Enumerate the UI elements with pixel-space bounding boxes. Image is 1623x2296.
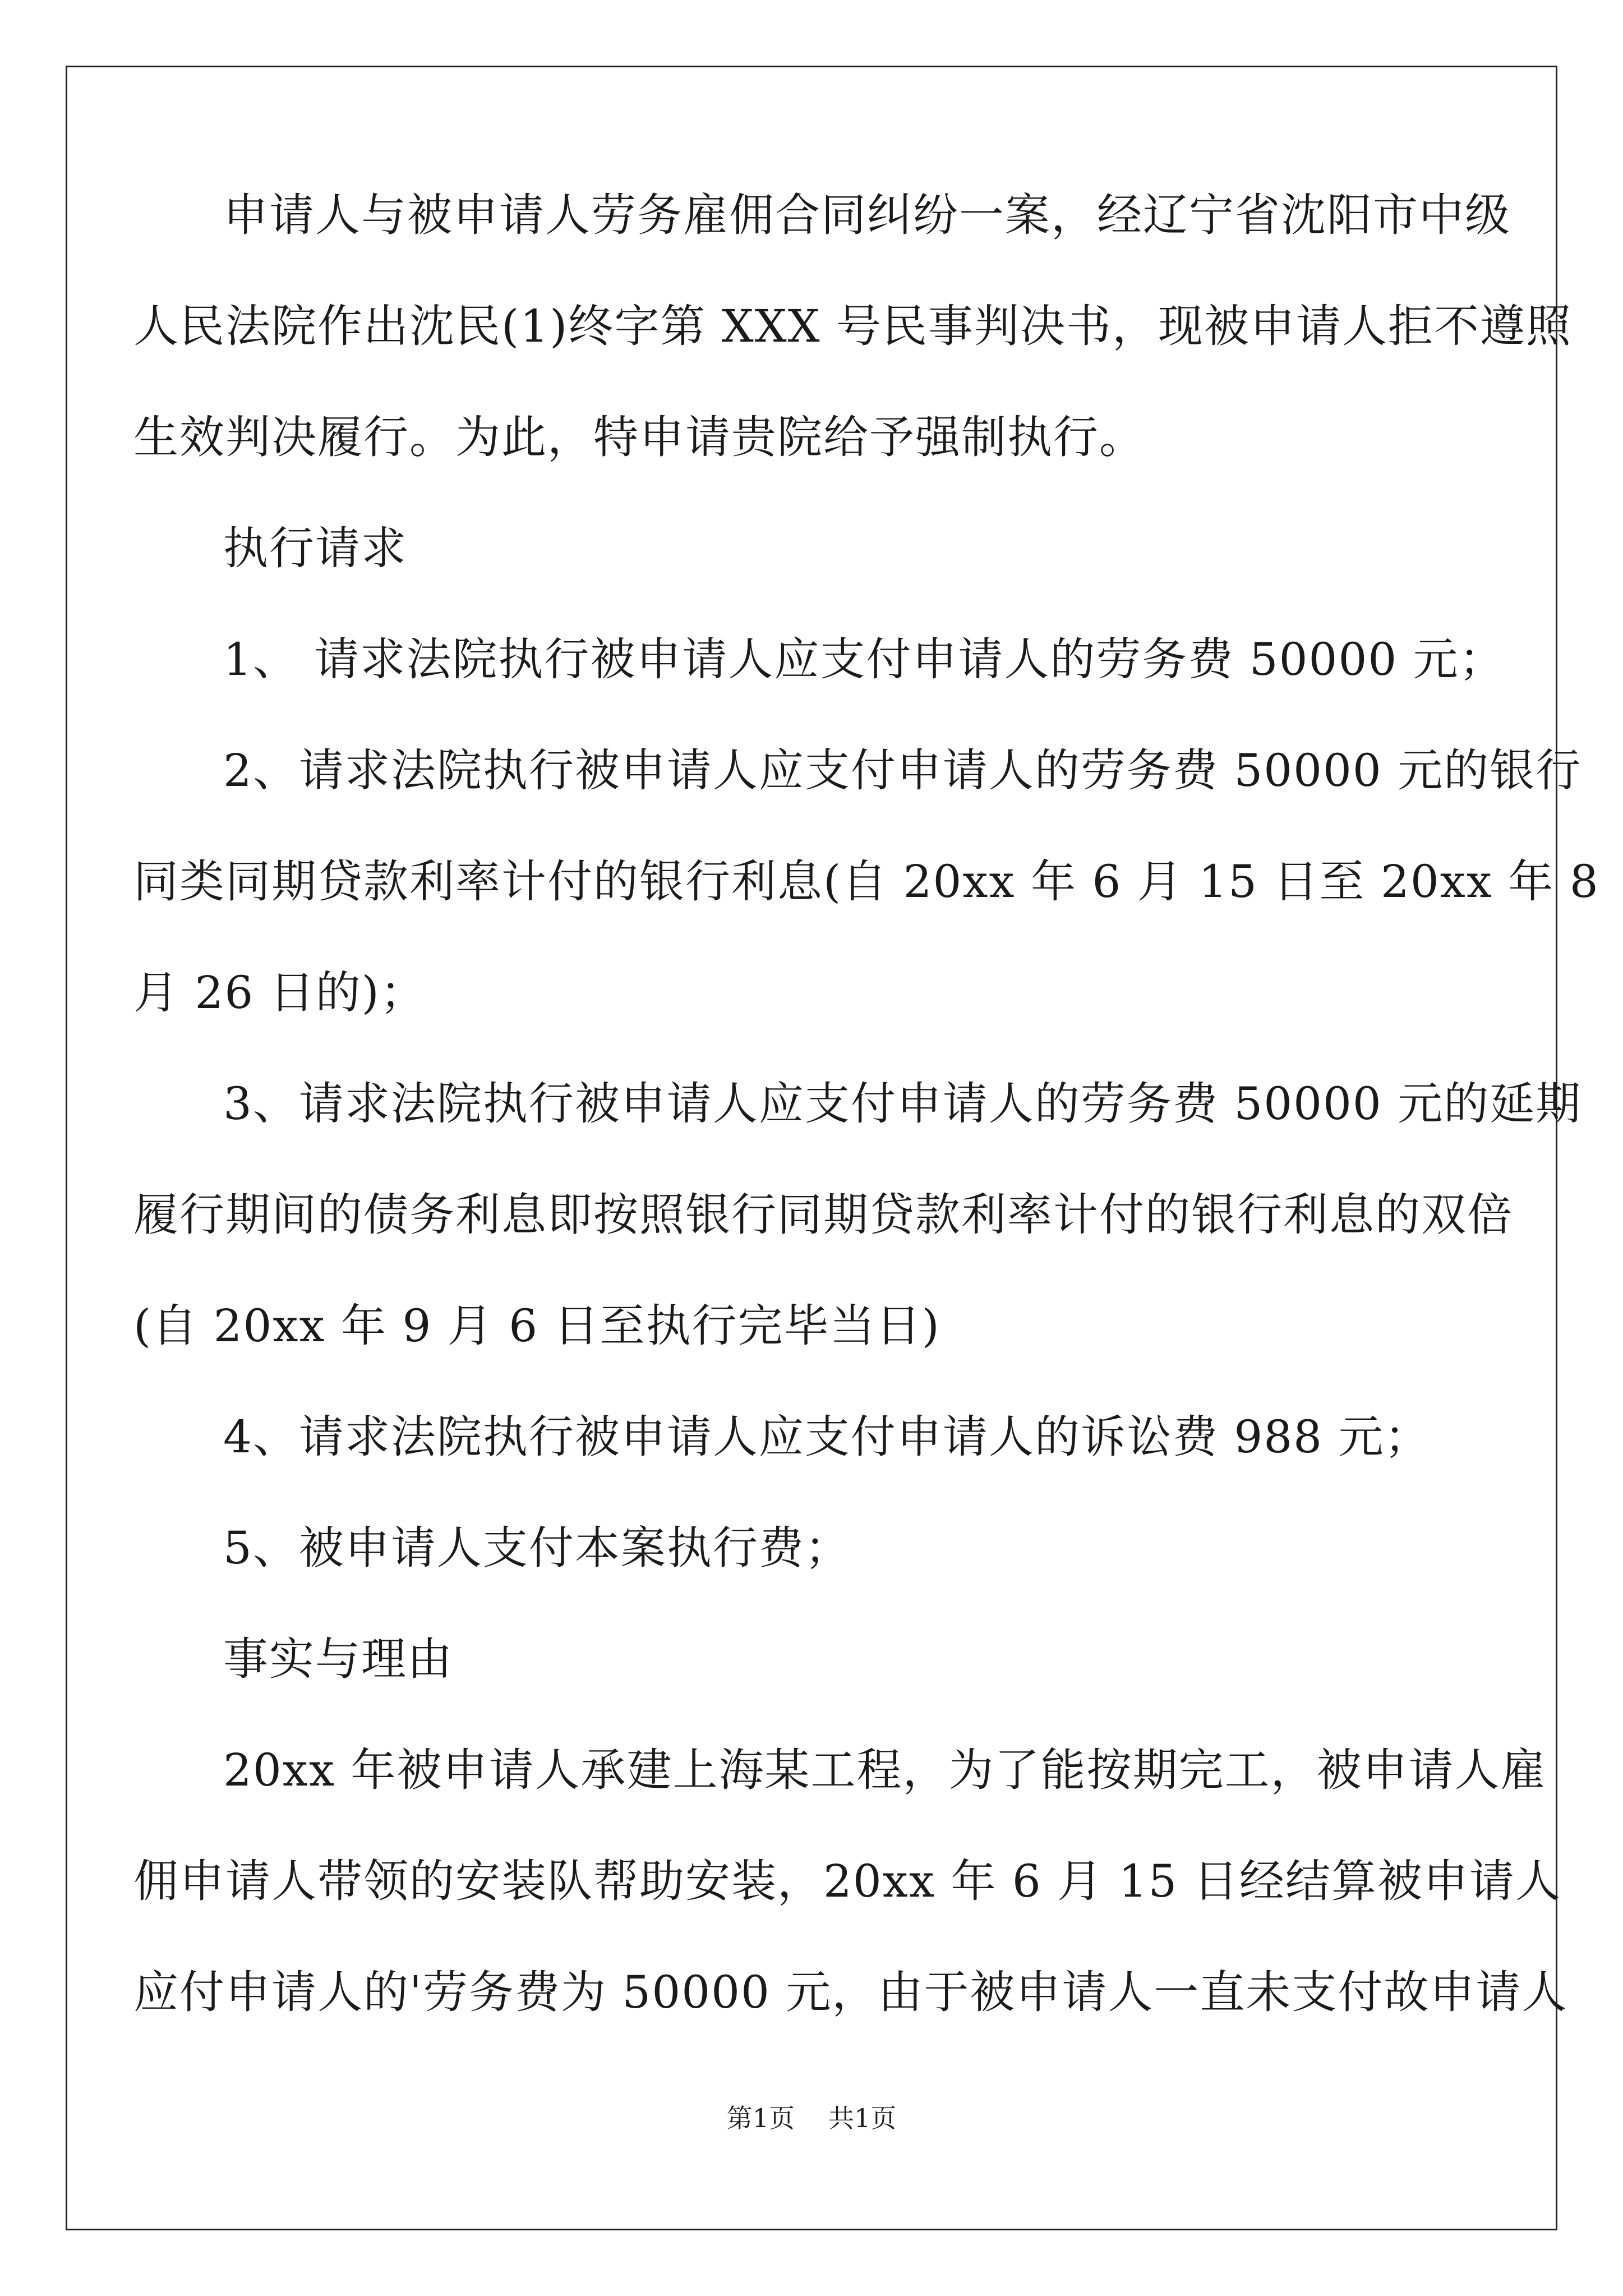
request-item-1: 1、 请求法院执行被申请人应支付申请人的劳务费 50000 元； [223,633,1505,685]
facts-paragraph-line-1: 20xx 年被申请人承建上海某工程，为了能按期完工，被申请人雇 [223,1744,1547,1796]
page-number: 第1页 [726,2103,795,2133]
facts-paragraph-line-3: 应付申请人的'劳务费为 50000 元，由于被申请人一直未支付故申请人 [133,1966,1568,2018]
request-item-3-line-1: 3、请求法院执行被申请人应支付申请人的劳务费 50000 元的延期 [223,1078,1582,1130]
request-item-2-line-1: 2、请求法院执行被申请人应支付申请人的劳务费 50000 元的银行 [223,744,1582,797]
paragraph-intro-line-1: 申请人与被申请人劳务雇佣合同纠纷一案，经辽宁省沈阳市中级 [223,189,1511,241]
total-pages: 共1页 [828,2103,897,2133]
request-item-3-line-3: (自 20xx 年 9 月 6 日至执行完毕当日) [133,1300,940,1352]
section-heading-facts: 事实与理由 [223,1633,453,1685]
section-heading-requests: 执行请求 [223,522,407,574]
request-item-3-line-2: 履行期间的债务利息即按照银行同期贷款利率计付的银行利息的双倍 [133,1189,1513,1241]
page-footer [0,2101,1623,2135]
facts-paragraph-line-2: 佣申请人带领的安装队帮助安装，20xx 年 6 月 15 日经结算被申请人 [133,1855,1561,1907]
request-item-2-line-3: 月 26 日的)； [133,967,426,1019]
paragraph-intro-line-2: 人民法院作出沈民(1)终字第 XXX 号民事判决书，现被申请人拒不遵照 [133,300,1573,352]
request-item-5: 5、被申请人支付本案执行费； [223,1522,851,1574]
paragraph-intro-line-3: 生效判决履行。为此，特申请贵院给予强制执行。 [133,411,1145,463]
request-item-4: 4、请求法院执行被申请人应支付申请人的诉讼费 988 元； [223,1411,1431,1463]
request-item-2-line-2: 同类同期贷款利率计付的银行利息(自 20xx 年 6 月 15 日至 20xx 年 8 [133,855,1599,908]
